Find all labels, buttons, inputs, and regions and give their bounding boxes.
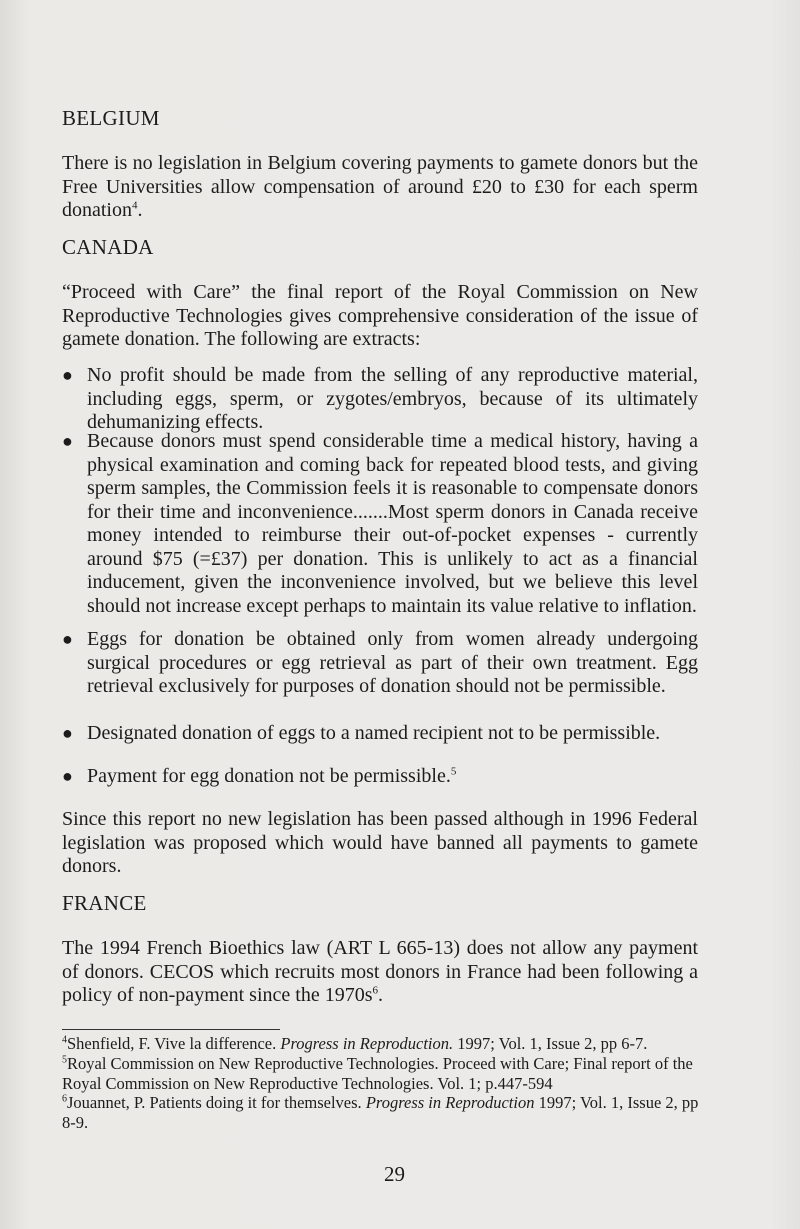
list-item-text: No profit should be made from the selling of any reproductive material, including eggs, sperm, or zygotes/embryos, because of its ultimately dehumanizing effects. [87, 364, 698, 433]
list-item-text-main: Payment for egg donation not be permissible. [87, 765, 451, 787]
list-item-text: Eggs for donation be obtained only from women already undergoing surgical procedures or egg retrieval as part of their own treatment. Egg retrieval exclusively for purposes of donation should not be permissible. [87, 628, 698, 697]
footnote-text: Royal Commission on New Reproductive Technologies. Proceed with Care; Final report of the Royal Commission on New Reproductive Technologies. Vol. 1; p.447-594 [62, 1054, 693, 1093]
footnote-citation: 1997; Vol. 1, Issue 2, pp 6-7. [453, 1034, 648, 1053]
footnote [62, 1034, 702, 1054]
footnote-ref-4: 4 [132, 199, 138, 212]
footnote-ref-5: 5 [450, 765, 457, 778]
bullet-icon: ● [62, 723, 73, 743]
france-paragraph-end: . [378, 984, 383, 1006]
canada-closing-paragraph: Since this report no new legislation has been passed although in 1996 Federal legislation was proposed which would have banned all payments to gamete donors. [62, 808, 698, 877]
bullet-icon: ● [62, 629, 73, 649]
footnote-divider [62, 1029, 280, 1030]
bullet-icon: ● [62, 766, 73, 786]
list-item-text [87, 765, 698, 789]
footnote-journal: Progress in Reproduction [365, 1093, 535, 1112]
list-item-text: Designated donation of eggs to a named recipient not to be permissible. [87, 722, 661, 744]
bullet-icon: ● [62, 431, 73, 451]
footnote-text: Jouannet, P. Patients doing it for themselves. [67, 1093, 366, 1112]
footnote-number: 5 [62, 1054, 67, 1066]
canada-intro-paragraph: “Proceed with Care” the final report of the Royal Commission on New Reproductive Technologies gives comprehensive consideration of the issue of gamete donation. The following are extracts: [62, 281, 698, 350]
france-paragraph [62, 937, 698, 1008]
footnote [62, 1093, 702, 1132]
footnote [62, 1054, 702, 1093]
footnote-number: 4 [62, 1034, 67, 1046]
belgium-paragraph-text: There is no legislation in Belgium covering payments to gamete donors but the Free Universities allow compensation of around £20 to £30 for each sperm donation [62, 152, 698, 221]
footnote-number: 6 [62, 1093, 67, 1105]
footnote-text: Shenfield, F. Vive la difference. [67, 1034, 281, 1053]
footnote-journal: Progress in Reproduction. [280, 1034, 454, 1053]
france-paragraph-text: The 1994 French Bioethics law (ART L 665-13) does not allow any payment of donors. CECOS which recruits most donors in France had been following a policy of non-payment since the 1970s [62, 937, 698, 1006]
footnote-citation: 1997; Vol. 1, Issue 2, pp 8-9. [62, 1093, 699, 1132]
section-heading-belgium: BELGIUM [62, 106, 160, 130]
belgium-paragraph-end: . [137, 199, 143, 221]
page-number: 29 [384, 1162, 405, 1186]
section-heading-france: FRANCE [62, 891, 147, 915]
belgium-paragraph [62, 152, 698, 223]
list-item-text: Because donors must spend considerable time a medical history, having a physical examination and coming back for repeated blood tests, and giving sperm samples, the Commission feels it is reasonable to compensate donors for their time and inconvenience.......Most sperm donors in Canada receive money intended to reimburse their out-of-pocket expenses - currently around $75 (=£37) per donation. This is unlikely to act as a financial inducement, given the inconvenience involved, but we believe this level should not increase except perhaps to maintain its value relative to inflation. [87, 430, 698, 617]
section-heading-canada: CANADA [62, 235, 154, 259]
footnote-ref-6: 6 [372, 984, 378, 997]
bullet-icon: ● [62, 365, 73, 385]
